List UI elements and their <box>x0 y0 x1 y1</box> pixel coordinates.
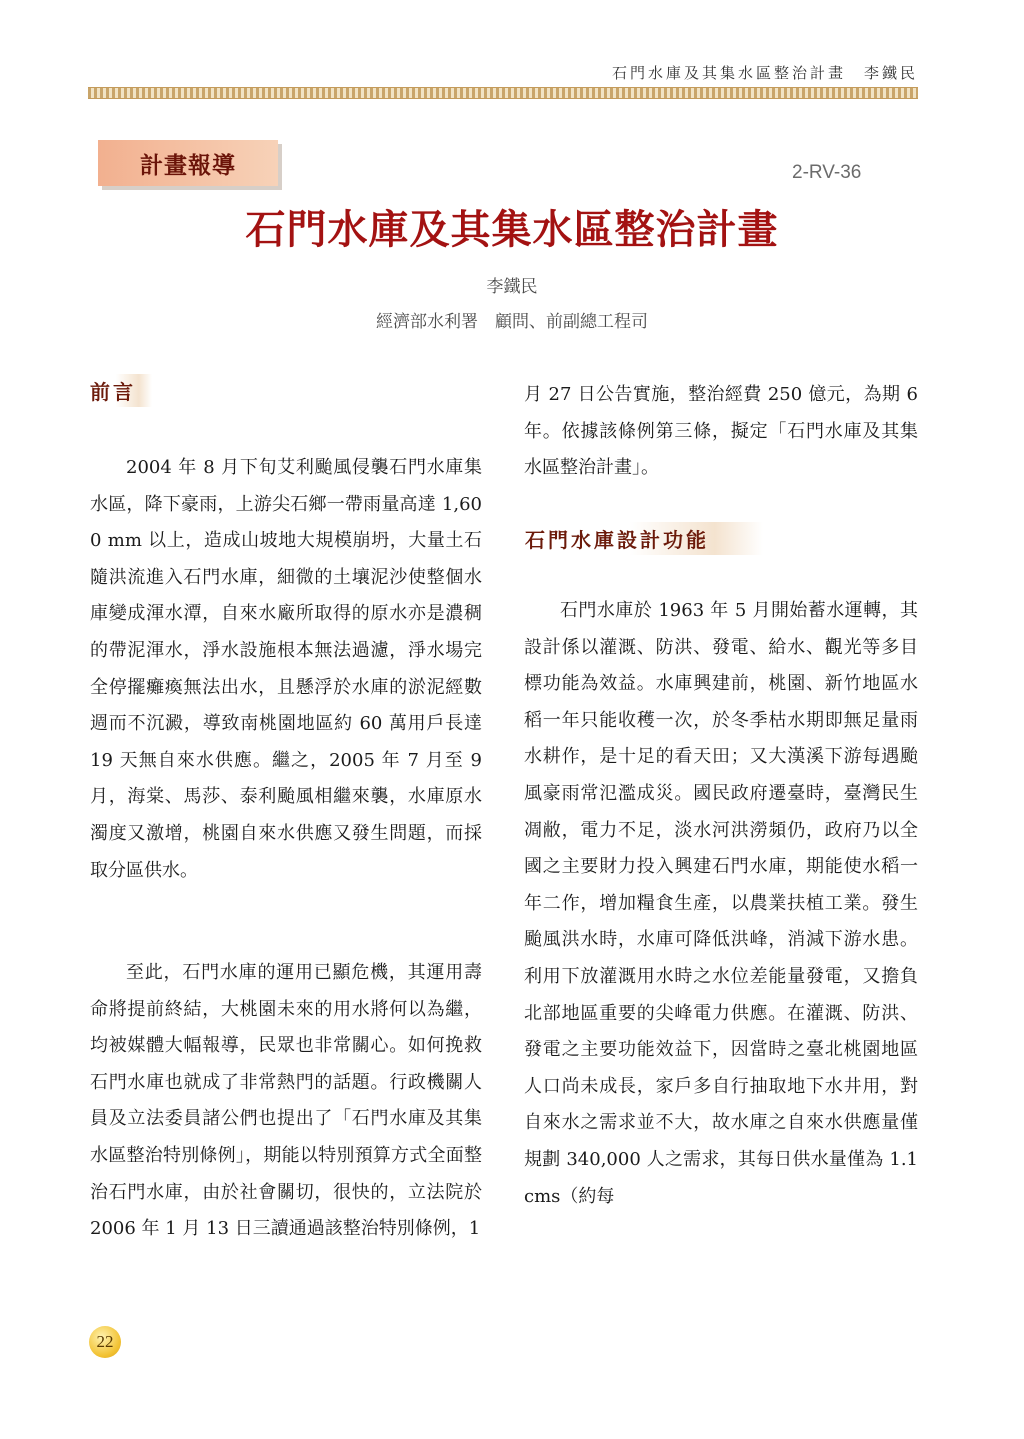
preface-paragraph-3: 月 27 日公告實施，整治經費 250 億元，為期 6 年。依據該條例第三條，擬定「石門水庫及其集水區整治計畫」。 <box>524 384 918 479</box>
section-heading-preface: 前言 <box>86 374 152 407</box>
section-heading-design: 石門水庫設計功能 <box>521 522 763 555</box>
page-number-badge: 22 <box>89 1326 121 1358</box>
author-name: 李鐵民 <box>486 277 538 297</box>
author-affiliation: 經濟部水利署 顧問、前副總工程司 <box>376 312 648 332</box>
article-title: 石門水庫及其集水區整治計畫 <box>245 207 779 253</box>
preface-paragraph-1: 2004 年 8 月下旬艾利颱風侵襲石門水庫集水區，降下豪雨，上游尖石鄉一帶雨量高達 1,600 mm 以上，造成山坡地大規模崩坍，大量土石隨洪流進入石門水庫，細微的土壤泥沙使整個水庫變成渾水潭，自來水廠所取得的原水亦是濃稠的帶泥渾水，淨水設施根本無法過濾，淨水場完全停擺癱瘓無法出水，且懸浮於水庫的淤泥經數週而不沉澱，導致南桃園地區約 60 萬用戶長達 19 天無自來水供應。繼之，2005 年 7 月至 9 月，海棠、馬莎、泰利颱風相繼來襲，水庫原水濁度又激增，桃園自來水供應又發生問題，而採取分區供水。 <box>90 457 482 881</box>
section-tag: 計畫報導 <box>98 140 278 186</box>
decorative-rule <box>88 87 918 99</box>
preface-paragraph-2: 至此，石門水庫的運用已顯危機，其運用壽命將提前終結，大桃園未來的用水將何以為繼，均被媒體大幅報導，民眾也非常關心。如何挽救石門水庫也就成了非常熱門的話題。行政機關人員及立法委員諸公們也提出了「石門水庫及其集水區整治特別條例」，期能以特別預算方式全面整治石門水庫，由於社會關切，很快的，立法院於 2006 年 1 月 13 日三讀通過該整治特別條例，1 <box>90 962 482 1240</box>
document-code: 2-RV-36 <box>792 162 862 183</box>
design-paragraph-1: 石門水庫於 1963 年 5 月開始蓄水運轉，其設計係以灌溉、防洪、發電、給水、觀光等多目標功能為效益。水庫興建前，桃園、新竹地區水稻一年只能收穫一次，於冬季枯水期即無足量雨水耕作，是十足的看天田；又大漢溪下游每遇颱風豪雨常氾濫成災。國民政府遷臺時，臺灣民生凋敝，電力不足，淡水河洪澇頻仍，政府乃以全國之主要財力投入興建石門水庫，期能使水稻一年二作，增加糧食生產，以農業扶植工業。發生颱風洪水時，水庫可降低洪峰，消減下游水患。利用下放灌溉用水時之水位差能量發電，又擔負北部地區重要的尖峰電力供應。在灌溉、防洪、發電之主要功能效益下，因當時之臺北桃園地區人口尚未成長，家戶多自行抽取地下水井用，對自來水之需求並不大，故水庫之自來水供應量僅規劃 340,000 人之需求，其每日供水量僅為 1.1 cms（約每 <box>524 600 918 1207</box>
running-header: 石門水庫及其集水區整治計畫 李鐵民 <box>611 64 918 82</box>
